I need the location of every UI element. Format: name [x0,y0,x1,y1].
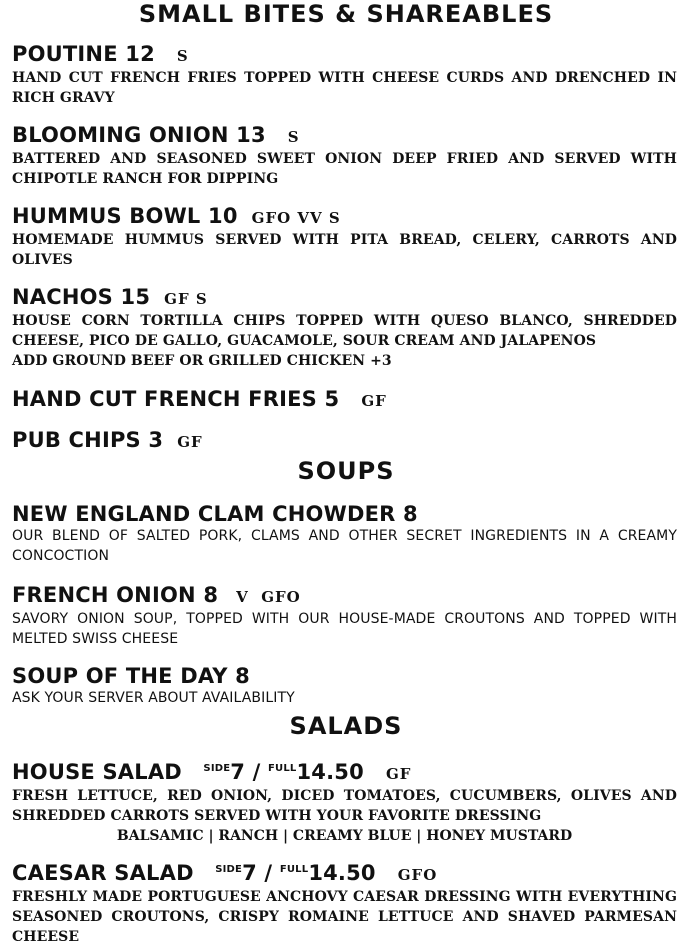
menu-item-blooming-onion [12,123,677,189]
menu-item-house-salad [12,757,677,846]
item-description: ASK YOUR SERVER ABOUT AVAILABILITY [12,690,295,706]
dressing-options: BALSAMIC | RANCH | CREAMY BLUE | HONEY MUSTARD [116,828,573,844]
section-title-soups: SOUPS [297,457,395,485]
item-name: NEW ENGLAND CLAM CHOWDER 8 [12,502,418,526]
item-name: CAESAR SALAD [12,861,194,885]
full-price: 14.50 [308,861,376,885]
item-name: PUB CHIPS 3 [12,428,164,452]
dietary-tags: GF [385,765,412,783]
side-price: 7 / [230,760,261,784]
price-block [203,760,364,784]
item-name: HOUSE SALAD [12,760,182,784]
item-name: FRENCH ONION 8 [12,583,219,607]
menu-item-french-onion [12,583,677,649]
dietary-tags: S [176,47,189,65]
section-title-small-bites: SMALL BITES & SHAREABLES [138,0,554,28]
dietary-tags: GF [361,392,387,410]
item-name: HAND CUT FRENCH FRIES 5 [12,387,340,411]
side-label: SIDE [203,763,231,774]
dietary-tags: GFO [397,866,438,884]
menu-item-poutine [12,42,677,108]
side-price: 7 / [242,861,273,885]
item-description: FRESHLY MADE PORTUGUESE ANCHOVY CAESAR DRESSING WITH EVERYTHING SEASONED CROUTONS, CRISPY ROMAINE LETTUCE AND SHAVED PARMESAN CHEESE [12,889,677,945]
item-name: POUTINE 12 [12,42,155,66]
menu-item-pub-chips [12,428,677,454]
item-description: OUR BLEND OF SALTED PORK, CLAMS AND OTHER SECRET INGREDIENTS IN A CREAMY CONCOCTION [12,528,677,564]
item-description: HOUSE CORN TORTILLA CHIPS TOPPED WITH QUESO BLANCO, SHREDDED CHEESE, PICO DE GALLO, GUACAMOLE, SOUR CREAM AND JALAPENOS [12,313,677,349]
item-name: NACHOS 15 [12,285,151,309]
menu-item-clam-chowder [12,502,677,566]
full-price: 14.50 [296,760,364,784]
section-title-salads: SALADS [289,712,403,740]
full-label: FULL [268,763,297,774]
menu-item-nachos [12,285,677,371]
side-label: SIDE [215,864,243,875]
menu-item-hummus-bowl [12,204,677,270]
full-label: FULL [279,864,309,875]
menu-item-caesar-salad [12,858,677,947]
dietary-tags: GFO VV S [251,209,341,227]
price-block [215,861,376,885]
dietary-tags: S [287,128,300,146]
dietary-tags: GF [177,433,203,451]
item-name: HUMMUS BOWL 10 [12,204,238,228]
item-addon: ADD GROUND BEEF OR GRILLED CHICKEN +3 [12,353,392,369]
item-description: FRESH LETTUCE, RED ONION, DICED TOMATOES, CUCUMBERS, OLIVES AND SHREDDED CARROTS SERVED WITH YOUR FAVORITE DRESSING [12,788,677,824]
dietary-tags: V GFO [236,588,301,606]
menu-item-soup-of-the-day [12,664,677,708]
item-description: BATTERED AND SEASONED SWEET ONION DEEP FRIED AND SERVED WITH CHIPOTLE RANCH FOR DIPPING [12,151,677,187]
dietary-tags: GF S [164,290,208,308]
item-name: BLOOMING ONION 13 [12,123,266,147]
item-description: SAVORY ONION SOUP, TOPPED WITH OUR HOUSE-MADE CROUTONS AND TOPPED WITH MELTED SWISS CHEESE [12,611,677,647]
item-description: HAND CUT FRENCH FRIES TOPPED WITH CHEESE CURDS AND DRENCHED IN RICH GRAVY [12,70,677,106]
item-description: HOMEMADE HUMMUS SERVED WITH PITA BREAD, CELERY, CARROTS AND OLIVES [12,232,677,268]
menu-item-french-fries [12,387,677,413]
item-name: SOUP OF THE DAY 8 [12,664,250,688]
